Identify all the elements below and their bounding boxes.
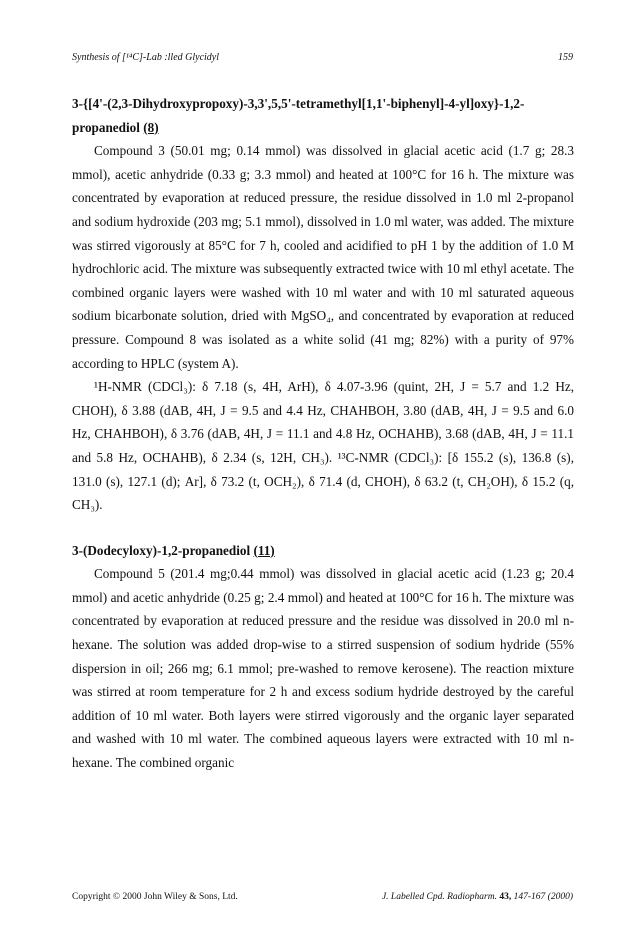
journal-volume: 43, [499,892,512,902]
journal-pages: 147-167 (2000) [513,892,573,902]
section-heading-compound-11 [72,539,574,563]
compound-number: (11) [253,542,275,558]
page-number: 159 [558,52,573,63]
nmr-paragraph: ¹H-NMR (CDCl₃): δ 7.18 (s, 4H, ArH), δ 4.07-3.96 (quint, 2H, J = 5.7 and 1.2 Hz, CHOH), δ 3.88 (dAB, 4H, J = 9.5 and 4.4 Hz, CHAHBOH, 3.80 (dAB, 4H, J = 9.5 and 6.0 Hz, CHAHBOH), δ 3.76 (dAB, 4H, J = 11.1 and 4.8 Hz, OCHAHB), 3.68 (dAB, 4H, J = 11.1 and 5.8 Hz, OCHAHB), δ 2.34 (s, 12H, CH₃). ¹³C-NMR (CDCl₃): [δ 155.2 (s), 136.8 (s), 131.0 (s), 127.1 (d); Ar], δ 73.2 (t, OCH₂), δ 71.4 (d, CHOH), δ 63.2 (t, CH₂OH), δ 15.2 (q, CH₃). [72,379,574,513]
running-head-title: Synthesis of [¹⁴C]-Lab :lled Glycidyl [72,52,220,63]
article-body [72,92,574,775]
journal-citation [382,892,573,902]
journal-name: J. Labelled Cpd. Radiopharm. [381,892,497,902]
section-heading-compound-8 [72,92,574,139]
page-footer [72,892,573,902]
copyright-notice: Copyright © 2000 John Wiley & Sons, Ltd. [72,892,238,902]
compound-number: (8) [143,119,159,135]
section-heading-text: 3-{[4'-(2,3-Dihydroxypropoxy)-3,3',5,5'-tetramethyl[1,1'-biphenyl]-4-yl]oxy}-1,2-propanediol [72,96,525,135]
section-heading-text: 3-(Dodecyloxy)-1,2-propanediol [72,542,251,558]
procedure-paragraph: Compound 5 (201.4 mg;0.44 mmol) was dissolved in glacial acetic acid (1.23 g; 20.4 mmol) and acetic anhydride (0.25 g; 2.4 mmol) and heated at 100°C for 16 h. The mixture was concentrated by evaporation at reduced pressure and the residue was dissolved in 20.0 ml n-hexane. The solution was added drop-wise to a stirred suspension of sodium hydride (55% dispersion in oil; 266 mg; 6.1 mmol; pre-washed to remove kerosene). The reaction mixture was stirred at room temperature for 2 h and excess sodium hydride destroyed by the careful addition of 10 ml water. Both layers were stirred vigorously and the organic layer separated and washed with 10 ml water. The combined aqueous layers were extracted with 10 ml n-hexane. The combined organic [72,566,574,771]
procedure-paragraph: Compound 3 (50.01 mg; 0.14 mmol) was dissolved in glacial acetic acid (1.7 g; 28.3 mmol), acetic anhydride (0.33 g; 3.3 mmol) and heated at 100°C for 16 h. The mixture was concentrated by evaporation at reduced pressure, the residue dissolved in 1.0 ml 2-propanol and sodium hydroxide (203 mg; 5.1 mmol), dissolved in 1.0 ml water, was added. The mixture was stirred vigorously at 85°C for 7 h, cooled and acidified to pH 1 by the addition of 1.0 M hydrochloric acid. The mixture was subsequently extracted twice with 10 ml ethyl acetate. The combined organic layers were washed with 10 ml water and with 10 ml saturated aqueous sodium bicarbonate solution, dried with MgSO₄, and concentrated by evaporation at reduced pressure. Compound 8 was isolated as a white solid (41 mg; 82%) with a purity of 97% according to HPLC (system A). [72,143,574,371]
running-head [72,52,573,63]
